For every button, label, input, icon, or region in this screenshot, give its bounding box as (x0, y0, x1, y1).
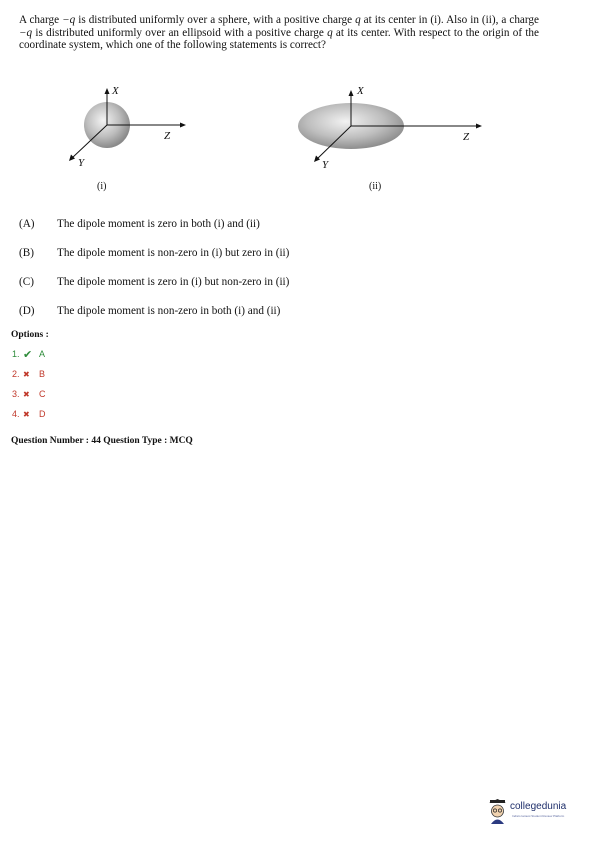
option-3 (12, 384, 46, 404)
x-axis-label-ii: X (357, 85, 364, 97)
choice-text: The dipole moment is non-zero in both (i) and (ii) (57, 305, 281, 317)
options-heading: Options : (11, 330, 49, 340)
choice-letter: (D) (19, 305, 35, 317)
z-axis-label: Z (164, 130, 171, 142)
logo-wordmark: collegedunia (510, 801, 567, 812)
option-number: 2. (12, 369, 20, 379)
question-text: A charge −q is distributed uniformly over a sphere, with a positive charge q at its center in (i). Also in (ii), a charge −q is distributed uniformly over an ellipsoid with a positive charge q at its center. With respect to the origin of the coordinate system, which one of the following statements is correct? (19, 14, 539, 52)
z-axis-arrow (180, 123, 186, 128)
x-axis-arrow (105, 88, 110, 94)
choice-b (19, 247, 439, 276)
choice-letter: (B) (19, 247, 34, 259)
option-number: 1. (12, 349, 20, 359)
cross-icon: ✖ (23, 389, 30, 399)
choice-c (19, 276, 439, 305)
option-label: D (39, 409, 46, 419)
sphere-diagram (69, 85, 186, 192)
choice-letter: (C) (19, 276, 34, 288)
option-4 (12, 404, 46, 424)
choice-text: The dipole moment is non-zero in (i) but zero in (ii) (57, 247, 290, 259)
figure-svg (60, 82, 500, 197)
option-1 (12, 344, 46, 364)
y-axis-label: Y (78, 157, 85, 169)
choice-a (19, 218, 439, 247)
option-label: C (39, 389, 46, 399)
choice-d (19, 305, 439, 334)
option-2 (12, 364, 46, 384)
collegedunia-logo (486, 798, 590, 828)
z-axis-arrow-ii (476, 124, 482, 129)
choice-text: The dipole moment is zero in (i) but non-zero in (ii) (57, 276, 290, 288)
option-label: A (39, 349, 46, 359)
check-icon: ✔ (23, 348, 33, 361)
x-axis-arrow-ii (349, 90, 354, 96)
option-number: 3. (12, 389, 20, 399)
answer-choices (19, 218, 439, 334)
caption-i: (i) (97, 181, 107, 192)
logo-tagline: India's largest Student Review Platform (512, 814, 565, 817)
cross-icon: ✖ (23, 409, 30, 419)
z-axis-label-ii: Z (463, 131, 470, 143)
choice-text: The dipole moment is zero in both (i) and (ii) (57, 218, 260, 230)
option-number: 4. (12, 409, 20, 419)
x-axis-label: X (112, 85, 119, 97)
cross-icon: ✖ (23, 369, 30, 379)
coordinate-figure (60, 82, 500, 197)
question-meta: Question Number : 44 Question Type : MCQ (11, 436, 193, 446)
options-list (12, 344, 46, 424)
choice-letter: (A) (19, 218, 35, 230)
y-axis-label-ii: Y (322, 159, 329, 171)
ellipsoid-diagram (298, 85, 482, 192)
mascot-icon (486, 798, 510, 828)
caption-ii: (ii) (369, 181, 382, 192)
option-label: B (39, 369, 46, 379)
